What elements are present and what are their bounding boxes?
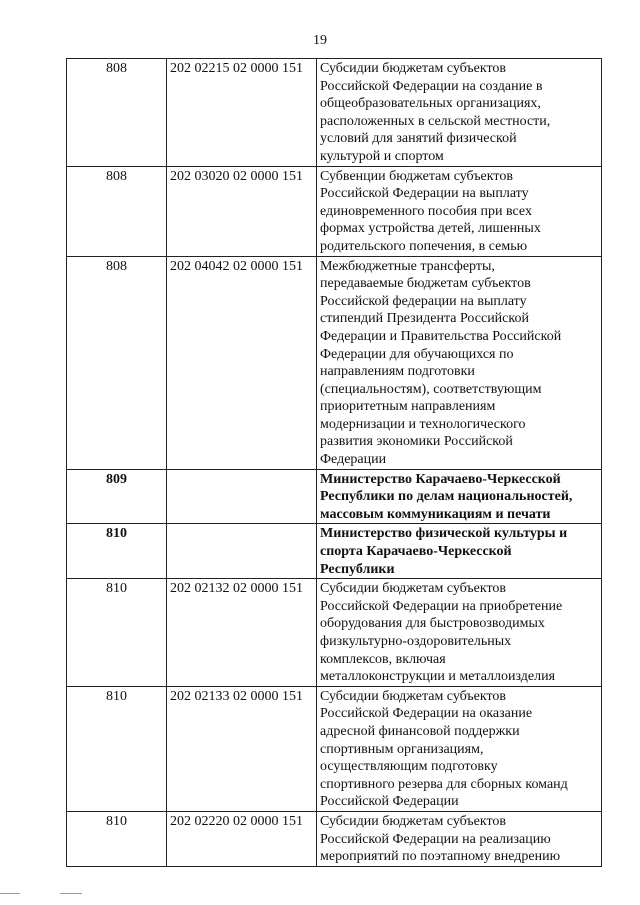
description-line: металлоконструкции и металлоизделия xyxy=(320,669,556,685)
revenue-code-cell: 202 02132 02 0000 151 xyxy=(167,579,317,687)
description-line: расположенных в сельской местности, xyxy=(320,113,551,129)
description-line: Российской Федерации на оказание xyxy=(320,706,533,722)
table-row xyxy=(67,59,602,167)
table-body xyxy=(67,59,602,867)
description-cell xyxy=(317,579,602,687)
description-line: физкультурно-оздоровительных xyxy=(320,634,512,649)
description-cell xyxy=(317,524,602,579)
description-line: комплексов, включая xyxy=(320,651,446,667)
admin-code-cell: 808 xyxy=(67,256,167,469)
admin-code-cell: 810 xyxy=(67,524,167,579)
description-line: приоритетным направлениям xyxy=(320,399,496,415)
description-line: Республики по делам национальностей, xyxy=(320,489,573,505)
description-line: Субсидии бюджетам субъектов xyxy=(320,813,507,829)
revenue-code-cell xyxy=(167,524,317,579)
admin-code-cell: 810 xyxy=(67,811,167,866)
table-row xyxy=(67,686,602,811)
description-line: осуществляющим подготовку xyxy=(320,759,498,775)
description-line: условий для занятий физической xyxy=(320,131,517,147)
description-line: Российской Федерации на реализацию xyxy=(320,831,551,847)
admin-code-cell: 809 xyxy=(67,469,167,524)
description-line: Межбюджетные трансферты, xyxy=(320,258,495,274)
admin-code-cell: 810 xyxy=(67,686,167,811)
description-line: модернизации и технологического xyxy=(320,416,526,432)
revenue-code-cell xyxy=(167,469,317,524)
description-line: Российской Федерации xyxy=(320,794,459,810)
table-row xyxy=(67,469,602,524)
description-line: Субсидии бюджетам субъектов xyxy=(320,688,507,704)
table-row xyxy=(67,811,602,866)
scan-edge-mark-right xyxy=(60,893,82,894)
description-line: мероприятий по поэтапному внедрению xyxy=(320,849,561,865)
description-cell xyxy=(317,256,602,469)
description-line: (специальностям), соответствующим xyxy=(320,381,542,397)
admin-code-cell: 808 xyxy=(67,59,167,167)
admin-code-cell: 808 xyxy=(67,166,167,256)
description-line: оборудования для быстровозводимых xyxy=(320,616,545,632)
revenue-code-cell: 202 02215 02 0000 151 xyxy=(167,59,317,167)
page-number: 19 xyxy=(313,33,327,48)
table-row xyxy=(67,256,602,469)
description-line: адресной финансовой поддержки xyxy=(320,723,520,739)
description-line: родительского попечения, в семью xyxy=(320,238,528,254)
description-line: развития экономики Российской xyxy=(320,434,513,450)
description-cell xyxy=(317,811,602,866)
description-line: Субсидии бюджетам субъектов xyxy=(320,61,507,76)
description-cell xyxy=(317,166,602,256)
description-line: Федерации и Правительства Российской xyxy=(320,328,562,344)
description-line: Республики xyxy=(320,561,395,577)
description-line: Российской Федерации на создание в xyxy=(320,78,543,94)
description-line: Министерство Карачаево-Черкесской xyxy=(320,471,561,487)
revenue-code-cell: 202 04042 02 0000 151 xyxy=(167,256,317,469)
description-line: направлениям подготовки xyxy=(320,364,475,380)
scan-edge-mark-left xyxy=(0,893,20,894)
description-line: передаваемые бюджетам субъектов xyxy=(320,276,531,292)
description-line: Российской федерации на выплату xyxy=(320,293,527,309)
description-line: Российской Федерации на выплату xyxy=(320,186,529,202)
description-line: общеобразовательных организациях, xyxy=(320,96,541,112)
revenue-code-cell: 202 02220 02 0000 151 xyxy=(167,811,317,866)
description-cell xyxy=(317,469,602,524)
revenue-code-cell: 202 03020 02 0000 151 xyxy=(167,166,317,256)
description-line: Министерство физической культуры и xyxy=(320,526,568,542)
description-line: спортивного резерва для сборных команд xyxy=(320,776,568,792)
revenue-code-cell: 202 02133 02 0000 151 xyxy=(167,686,317,811)
description-line: стипендий Президента Российской xyxy=(320,311,529,327)
description-line: единовременного пособия при всех xyxy=(320,203,532,219)
description-line: Федерации xyxy=(320,452,387,468)
description-line: Субвенции бюджетам субъектов xyxy=(320,168,513,184)
description-line: формах устройства детей, лишенных xyxy=(320,221,541,237)
admin-code-cell: 810 xyxy=(67,579,167,687)
description-cell xyxy=(317,686,602,811)
description-line: культурой и спортом xyxy=(320,148,444,164)
table-row xyxy=(67,524,602,579)
description-line: спорта Карачаево-Черкесской xyxy=(320,544,512,560)
budget-classification-table xyxy=(66,58,602,867)
description-line: спортивным организациям, xyxy=(320,741,484,757)
table-row xyxy=(67,579,602,687)
description-line: Федерации для обучающихся по xyxy=(320,346,514,362)
description-cell xyxy=(317,59,602,167)
table-row xyxy=(67,166,602,256)
description-line: Субсидии бюджетам субъектов xyxy=(320,581,507,597)
description-line: Российской Федерации на приобретение xyxy=(320,598,563,614)
description-line: массовым коммуникациям и печати xyxy=(320,506,551,522)
